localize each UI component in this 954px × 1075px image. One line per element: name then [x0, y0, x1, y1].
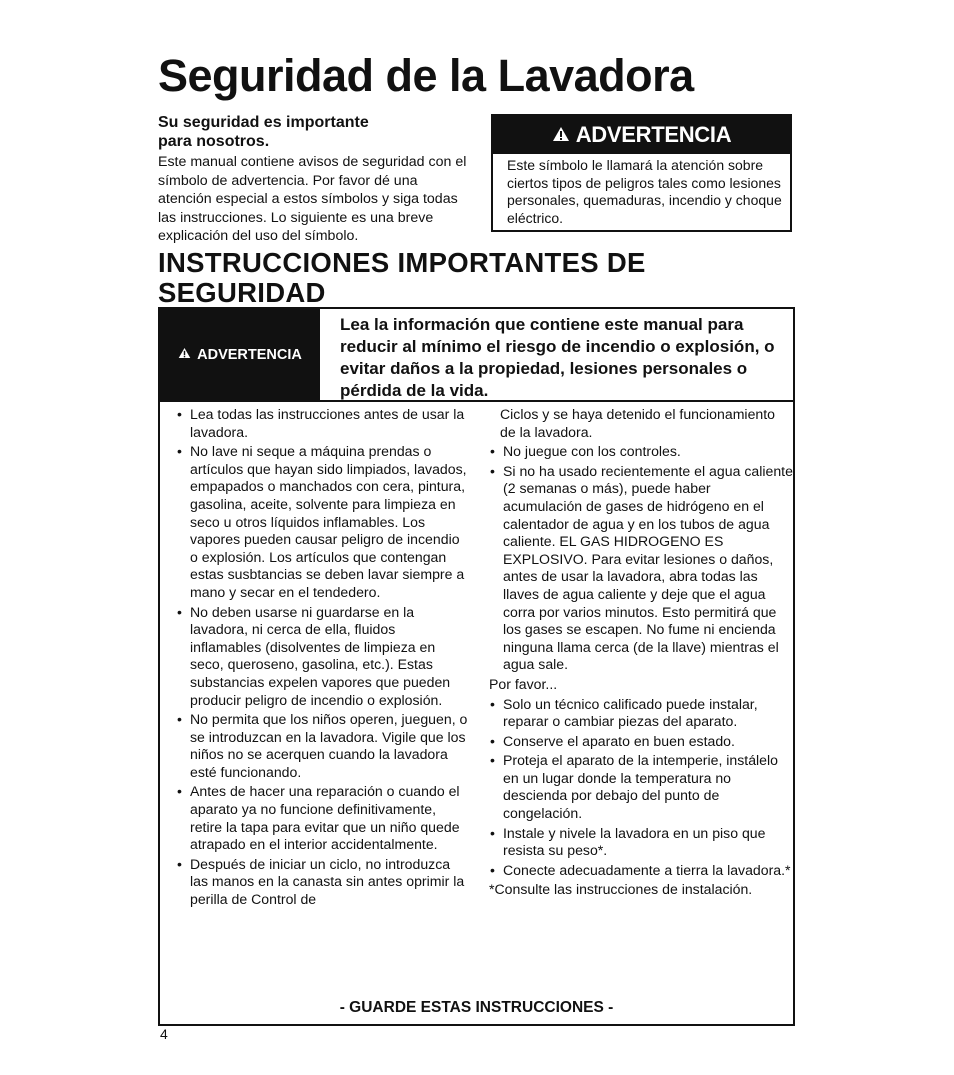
page-number: 4 [160, 1026, 168, 1042]
list-item [489, 733, 793, 751]
divider [160, 400, 793, 402]
warning-box [491, 114, 792, 232]
bullet-icon: • [490, 732, 495, 749]
main-warning-label: ADVERTENCIA [197, 346, 302, 363]
list-item-text: Lea todas las instrucciones antes de usar la lavadora. [190, 406, 465, 440]
intro-heading-line: para nosotros. [158, 133, 270, 150]
intro-heading [158, 113, 369, 151]
bullet-icon: • [490, 861, 495, 878]
right-bullet-list-b [489, 696, 793, 880]
page-title: Seguridad de la Lavadora [158, 50, 694, 101]
intro-body: Este manual contiene avisos de seguridad con el símbolo de advertencia. Por favor dé una atención especial a estos símbolos y siga todas las instrucciones. Lo siguiente es una breve explicación del uso del símbolo. [158, 154, 467, 244]
list-item-text: Proteja el aparato de la intemperie, instálelo en un lugar donde la temperatura no descienda por debajo del punto de congelación. [503, 752, 778, 822]
section-title-line: INSTRUCCIONES IMPORTANTES DE [158, 247, 646, 278]
list-item [489, 463, 793, 674]
list-item [176, 711, 468, 781]
list-item-text: No deben usarse ni guardarse en la lavadora, ni cerca de ella, fluidos inflamables (disolventes de limpieza en seco, queroseno, gasolina, etc.). Estas substancias expelen vapores que pueden producir peligro de incendio o explosión. [190, 603, 451, 708]
intro-heading-line: Su seguridad es importante [158, 114, 369, 131]
bullet-icon: • [177, 406, 182, 422]
section-title-line: SEGURIDAD [158, 277, 326, 308]
main-warning-label-block [160, 309, 320, 400]
list-item [489, 752, 793, 822]
list-item-text: Antes de hacer una reparación o cuando el aparato ya no funcione definitivamente, retire la tapa para evitar que un niño quede atrapado en el interior accidentalmente. [190, 783, 460, 853]
warning-box-body: Este símbolo le llamará la atención sobre ciertos tipos de peligros tales como lesiones personales, quemaduras, incendio y choque eléctrico. [507, 157, 782, 226]
warning-triangle-icon [552, 122, 570, 148]
right-bullet-list-a [489, 443, 793, 674]
right-column [489, 406, 793, 901]
list-item [176, 406, 468, 441]
warning-box-label: ADVERTENCIA [575, 122, 732, 147]
bullet-icon: • [177, 711, 182, 728]
list-item-text: Solo un técnico calificado puede instalar, reparar o cambiar piezas del aparato. [503, 695, 758, 730]
warning-box-header [493, 116, 790, 154]
section-title [158, 248, 646, 308]
list-item-text: Conserve el aparato en buen estado. [503, 732, 735, 749]
list-item [489, 696, 793, 731]
list-item [489, 443, 793, 461]
list-item-text: Si no ha usado recientemente el agua caliente (2 semanas o más), puede haber acumulación de gases de hidrógeno en el calentador de agua y en los tubos de agua caliente. EL GAS HIDROGENO ES EXPLOSIVO. Para evitar lesiones o daños, antes de usar la lavadora, abra todas las llaves de agua caliente y deje que el agua corra por varios minutos. Esto permitirá que los gases se escapen. No fume ni encienda ninguna llama cerca (de la llave) mientras el agua sale. [503, 462, 793, 673]
left-bullet-list [176, 406, 468, 909]
main-warning-text: Lea la información que contiene este manual para reducir al mínimo el riesgo de incendio o explosión, o evitar daños a la propiedad, lesiones personales o pérdida de la vida. [340, 315, 775, 400]
footer-keep-instructions: - GUARDE ESTAS INSTRUCCIONES - [339, 999, 614, 1016]
installation-note: *Consulte las instrucciones de instalación. [489, 881, 753, 898]
list-item [489, 825, 793, 860]
list-item-text: No permita que los niños operen, jueguen, o se introduzcan en la lavadora. Vigile que los niños no se acerquen cuando la lavadora esté funcionando. [190, 711, 468, 780]
list-item-text: Instale y nivele la lavadora en un piso que resista su peso*. [503, 824, 766, 859]
bullet-icon: • [177, 783, 182, 800]
list-item-text: Conecte adecuadamente a tierra la lavadora.* [503, 861, 791, 878]
bullet-icon: • [490, 443, 495, 460]
list-item [176, 604, 468, 710]
list-item [176, 443, 468, 601]
bullet-icon: • [177, 443, 182, 460]
list-item-text: Después de iniciar un ciclo, no introduzca las manos en la canasta sin antes oprimir la perilla de Control de [190, 855, 465, 908]
list-item [489, 862, 793, 880]
list-item [176, 783, 468, 853]
left-column [176, 406, 468, 911]
bullet-icon: • [490, 752, 495, 769]
list-item-text: No lave ni seque a máquina prendas o artículos que hayan sido limpiados, lavados, empapados o manchados con cera, pintura, gasolina, aceite, solvente para limpieza en seco u otros líquidos inflamables. Los vapores pueden causar peligro de incendio o explosión. Los artículos que contengan estas susbtancias se deben lavar siempre a mano y secar en el tendedero. [190, 443, 467, 600]
list-item-text: No juegue con los controles. [503, 443, 681, 460]
continuation-text: Ciclos y se haya detenido el funcionamiento de la lavadora. [500, 406, 775, 440]
por-favor-label: Por favor... [489, 675, 558, 692]
list-item [176, 856, 468, 909]
bullet-icon: • [177, 603, 182, 620]
bullet-icon: • [490, 462, 495, 479]
warning-triangle-icon [178, 347, 191, 363]
bullet-icon: • [490, 824, 495, 841]
bullet-icon: • [177, 855, 182, 872]
bullet-icon: • [490, 695, 495, 712]
